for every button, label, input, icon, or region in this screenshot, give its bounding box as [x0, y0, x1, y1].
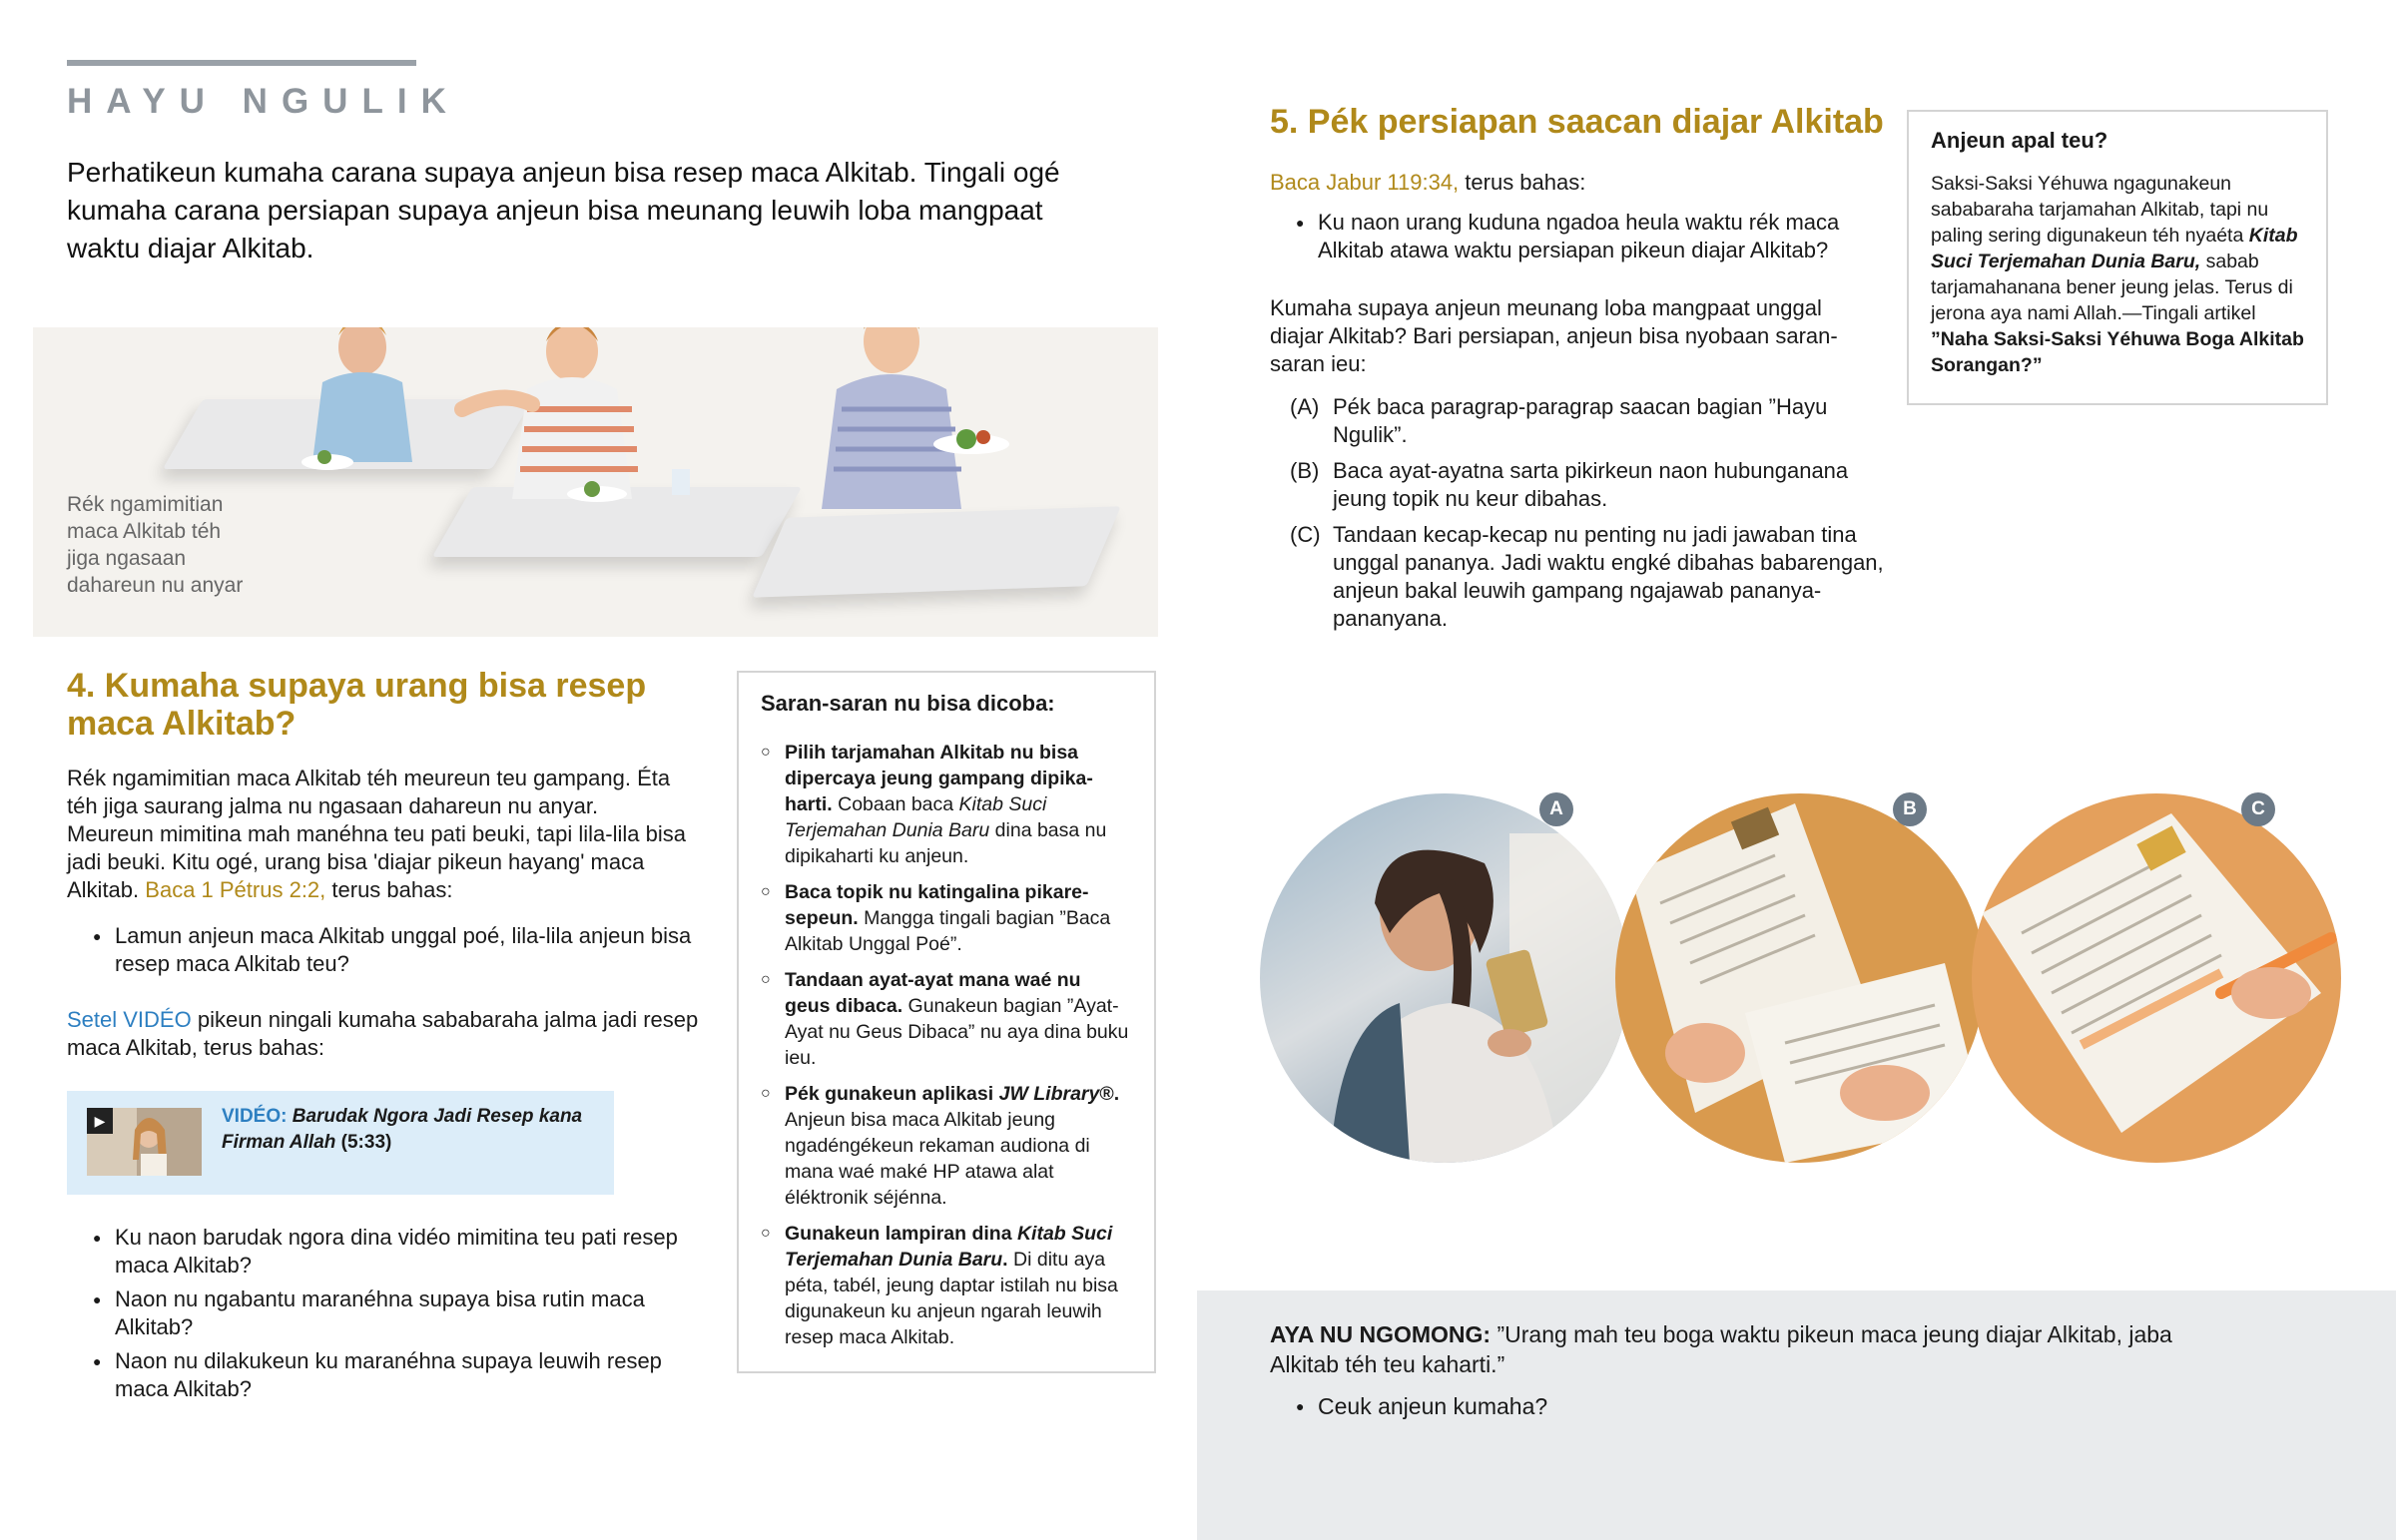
option-c: (C) Tandaan kecap-kecap nu penting nu jadi jawaban tina unggal pananya. Jadi waktu engké dibahas babarengan, anjeun bakal leuwih gampang ngajawab pananya-pananyana.	[1290, 522, 1884, 631]
video-question-list	[67, 1224, 686, 1409]
boy-tasting-illustration	[432, 327, 692, 509]
section-4-discuss: terus bahas:	[325, 877, 453, 902]
video-title-text: Barudak Ngora Jadi Resep kana Firman Allah	[222, 1106, 583, 1153]
did-you-know-text: Saksi-Saksi Yéhuwa ngagunakeun sababaraha tarjamahan Alkitab, tapi nu paling sering digunakeun téh nyaéta Kitab Suci Terjemahan Dunia Baru, sabab tarjamahanana bener jeung jelas. Terus di jerona aya nami Allah.—Tingali artikel ”Naha Saksi-Saksi Yéhuwa Boga Alkitab Sorangan?”	[1931, 173, 2304, 376]
girl-reading-phone-image	[1260, 793, 1629, 1163]
boy-enjoying-illustration	[772, 327, 1031, 509]
tips-box-title: Saran-saran nu bisa dicoba:	[761, 691, 1055, 716]
option-a: (A) Pék baca paragrap-paragrap saacan bagian ”Hayu Ngulik”.	[1290, 394, 1828, 447]
video-title[interactable]	[222, 1104, 601, 1156]
video-prefix: VIDÉO:	[222, 1106, 288, 1127]
video-intro-text: pikeun ningali kumaha sababaraha jalma jadi resep maca Alkitab, terus bahas:	[67, 1007, 699, 1060]
header-rule	[67, 60, 416, 66]
boy-reluctant-illustration	[253, 327, 452, 487]
article-link[interactable]: ”Naha Saksi-Saksi Yéhuwa Boga Alkitab Sorangan?”	[1931, 328, 2304, 376]
list-item: ○ Pék gunakeun aplikasi JW Library®. Anjeun bisa maca Alkitab jeung ngadéngékeun rekaman audiona di mana waé maké HP atawa alat éléktronik séjénna.	[761, 1081, 1130, 1211]
someone-says-text: ”Urang mah teu boga waktu pikeun maca jeung diajar Alkitab, jaba Alkitab téh teu kaharti.”	[1270, 1321, 2172, 1377]
intro-text: Perhatikeun kumaha carana supaya anjeun bisa resep maca Alkitab. Tingali ogé kumaha carana persiapan supaya anjeun bisa meunang leuwih loba mangpaat waktu diajar Alkitab.	[67, 157, 1060, 263]
tips-list	[761, 740, 1130, 1360]
someone-says-question	[1270, 1391, 1869, 1427]
list-item: ○ Baca topik nu katingalina pikaresepeun. Mangga tingali bagian ”Baca Alkitab Unggal Poé”.	[761, 879, 1130, 957]
scripture-link-1-petrus[interactable]: Baca 1 Pétrus 2:2,	[145, 877, 326, 902]
illustration-caption: Rék ngamimitian maca Alkitab téh jiga ngasaan dahareun nu anyar	[67, 493, 244, 597]
section-4-paragraph	[67, 765, 686, 904]
list-item: ○ Tandaan ayat-ayat mana waé nu geus dibaca. Gunakeun bagian ”Ayat-Ayat nu Geus Dibaca” nu aya dina buku ieu.	[761, 967, 1130, 1071]
section-5-reference-line	[1270, 169, 1869, 197]
open-books-image	[1615, 793, 1985, 1163]
someone-says-quote	[1270, 1319, 2228, 1379]
list-item: ● Naon nu dilakukeun ku maranéhna supaya leuwih resep maca Alkitab?	[67, 1347, 686, 1403]
circle-illustration-b	[1615, 793, 1985, 1163]
play-video-link[interactable]: Setel VIDÉO	[67, 1007, 192, 1032]
preparation-options	[1290, 393, 1889, 641]
section-5-paragraph: Kumaha supaya anjeun meunang loba mangpaat unggal diajar Alkitab? Bari persiapan, anjeun bisa nyobaan saran-saran ieu:	[1270, 295, 1838, 376]
book-highlighting-image	[1972, 793, 2341, 1163]
section-5-question-list	[1270, 209, 1879, 270]
list-item: ● Ku naon urang kuduna ngadoa heula waktu rék maca Alkitab atawa waktu persiapan pikeun diajar Alkitab?	[1270, 209, 1879, 264]
video-intro	[67, 1006, 706, 1062]
someone-says-label: AYA NU NGOMONG:	[1270, 1321, 1492, 1347]
did-you-know-title: Anjeun apal teu?	[1931, 128, 2108, 153]
section-4-question-list	[67, 922, 706, 984]
list-item: ● Lamun anjeun maca Alkitab unggal poé, lila-lila anjeun bisa resep maca Alkitab teu?	[67, 922, 706, 978]
video-duration: (5:33)	[340, 1132, 392, 1153]
scripture-link-jabur[interactable]: Baca Jabur 119:34,	[1270, 170, 1460, 195]
badge-b: B	[1893, 792, 1927, 826]
circle-illustration-c	[1972, 793, 2341, 1163]
badge-c: C	[2241, 792, 2275, 826]
section-4-title: 4. Kumaha supaya urang bisa resep maca Alkitab?	[67, 667, 647, 743]
section-header: HAYU NGULIK	[67, 82, 460, 121]
section-5-title: 5. Pék persiapan saacan diajar Alkitab	[1270, 103, 1884, 141]
list-item: ● Naon nu ngabantu maranéhna supaya bisa rutin maca Alkitab?	[67, 1285, 686, 1341]
section-5-discuss: terus bahas:	[1459, 170, 1586, 195]
list-item: ○ Pilih tarjamahan Alkitab nu bisa dipercaya jeung gampang dipikaharti. Cobaan baca Kitab Suci Terjemahan Dunia Baru dina basa nu dipikaharti ku anjeun.	[761, 740, 1130, 869]
option-b: (B) Baca ayat-ayatna sarta pikirkeun naon hubunganana jeung topik nu keur dibahas.	[1290, 458, 1849, 511]
section-4-text: Rék ngamimitian maca Alkitab téh meureun teu gampang. Éta téh jiga saurang jalma nu ngasaan dahareun nu anyar. Meureun mimitina mah manéhna teu pati beuki, tapi lila-lila bisa jadi beuki. Kitu ogé, urang bisa 'diajar pikeun hayang' maca Alkitab.	[67, 766, 686, 902]
play-icon[interactable]: ▶	[87, 1108, 113, 1134]
circle-illustration-a	[1260, 793, 1629, 1163]
list-item: ○ Gunakeun lampiran dina Kitab Suci Terjemahan Dunia Baru. Di ditu aya péta, tabél, jeung daptar istilah nu bisa digunakeun ku anjeun ngarah leuwih resep maca Alkitab.	[761, 1221, 1130, 1350]
list-item: ● Ceuk anjeun kumaha?	[1270, 1391, 1869, 1421]
list-item: ● Ku naon barudak ngora dina vidéo mimitina teu pati resep maca Alkitab?	[67, 1224, 686, 1280]
badge-a: A	[1539, 792, 1573, 826]
